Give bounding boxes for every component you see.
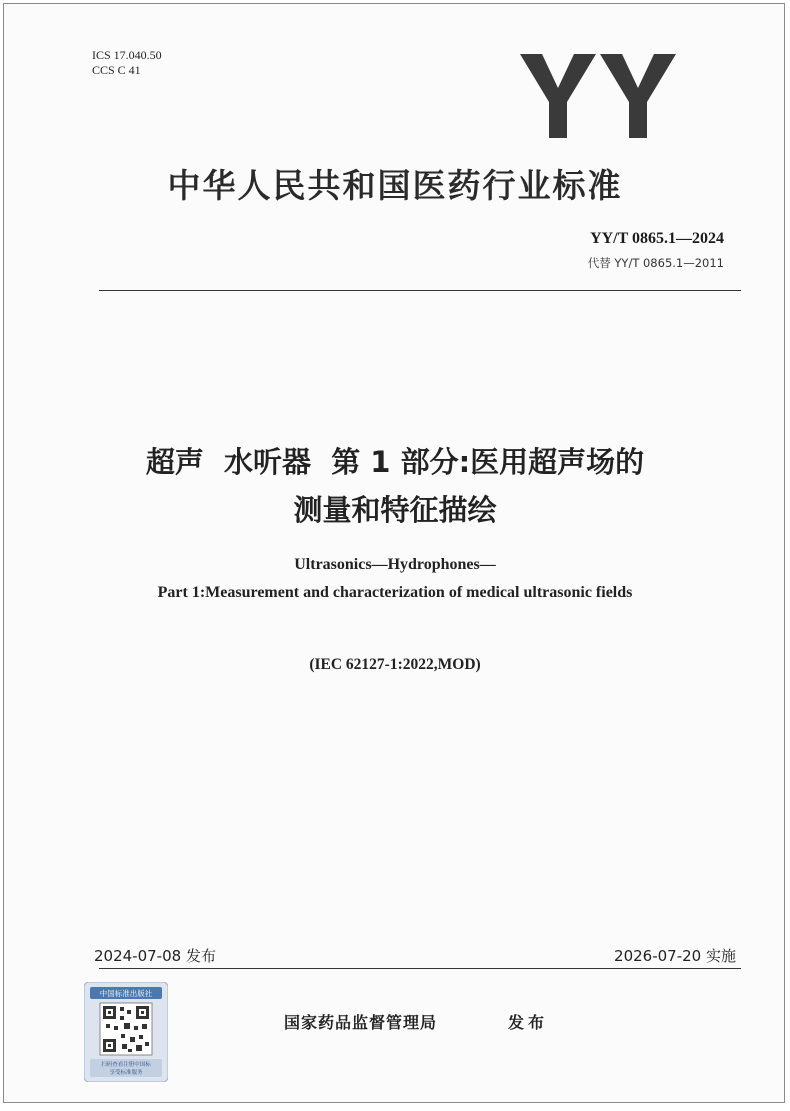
adoption-note: (IEC 62127-1:2022,MOD) — [309, 656, 481, 673]
implement-date: 2026-07-20 实施 — [614, 947, 736, 965]
replaces-note: 代替 YY/T 0865.1—2011 — [587, 256, 724, 270]
ics-code: ICS 17.040.50 — [92, 48, 162, 62]
issuing-authority: 国家药品监督管理局 — [284, 1013, 438, 1032]
footer-divider — [99, 968, 741, 969]
classification-codes — [92, 48, 162, 78]
sticker-graphic — [84, 982, 168, 1082]
title-cn-line2: 测量和特征描绘 — [293, 493, 497, 527]
publisher-sticker[interactable] — [84, 982, 168, 1082]
title-en-line1: Ultrasonics—Hydrophones— — [294, 556, 496, 573]
sticker-bottom-line1: 扫码查看注册中国标 — [101, 1062, 151, 1068]
sticker-top-text: 中国标准出版社 — [99, 989, 153, 998]
standard-number: YY/T 0865.1—2024 — [590, 230, 724, 247]
qr-code-icon — [100, 1003, 152, 1055]
title-en-line2: Part 1:Measurement and characterization of medical ultrasonic fields — [157, 584, 633, 601]
title-cn-line1: 超声 水听器 第 1 部分:医用超声场的 — [145, 445, 645, 479]
standard-cover-page — [3, 3, 785, 1103]
yy-logo — [520, 54, 676, 138]
sticker-bottom-line2: 享受标准服务 — [109, 1070, 143, 1076]
category-title: 中华人民共和国医药行业标准 — [167, 166, 623, 205]
issue-label: 发布 — [508, 1013, 549, 1032]
ccs-code: CCS C 41 — [92, 63, 141, 77]
header-divider — [99, 290, 741, 291]
publish-date: 2024-07-08 发布 — [94, 947, 216, 965]
